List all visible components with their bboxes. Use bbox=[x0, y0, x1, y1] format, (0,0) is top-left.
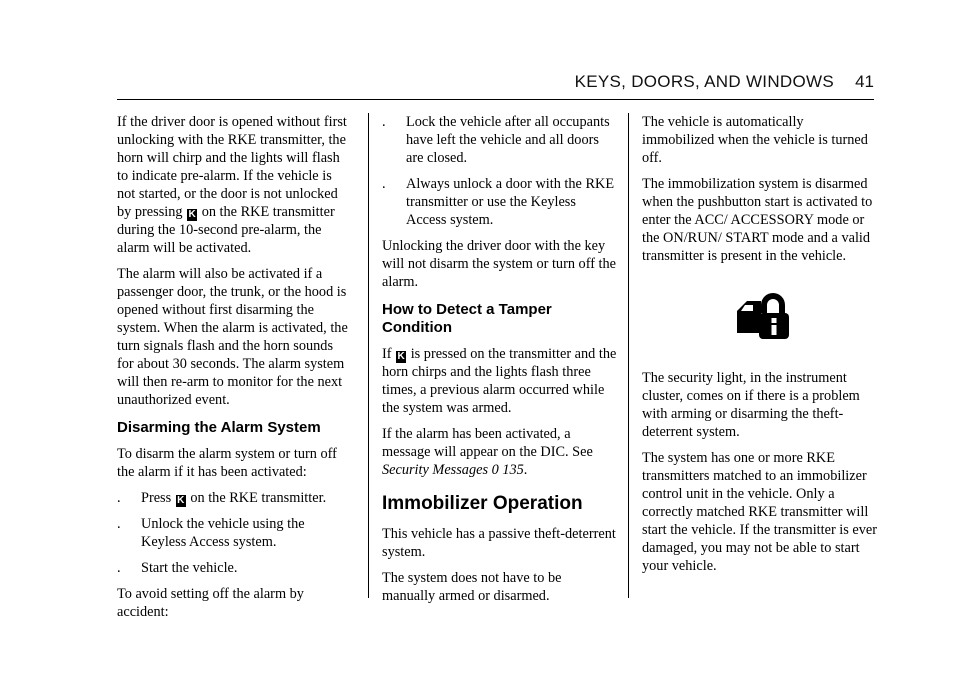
column-2 bbox=[382, 113, 618, 613]
column-1 bbox=[117, 113, 353, 629]
paragraph: Unlocking the driver door with the key will not disarm the system or turn off the alarm. bbox=[382, 238, 617, 290]
heading-disarming: Disarming the Alarm System bbox=[117, 419, 321, 436]
bullet-icon: . bbox=[117, 516, 121, 532]
paragraph: To disarm the alarm system or turn off the alarm if it has been activated: bbox=[117, 446, 337, 480]
bullet-icon: . bbox=[117, 490, 121, 506]
key-icon: K bbox=[177, 495, 185, 506]
paragraph: The system does not have to be manually armed or disarmed. bbox=[382, 570, 562, 604]
header-rule bbox=[117, 99, 874, 100]
page-number: 41 bbox=[855, 72, 874, 91]
paragraph: The security light, in the instrument cluster, comes on if there is a problem with arming or disarming the theft-deterrent system. bbox=[642, 370, 860, 440]
paragraph: The system has one or more RKE transmitters matched to an immobilizer control unit in the vehicle. Only a correctly matched RKE transmitter will start the vehicle. If the transmitter is ever damaged, you may not be able to start your vehicle. bbox=[642, 450, 878, 574]
page-header bbox=[117, 66, 874, 98]
list-item: . Start the vehicle. bbox=[117, 560, 238, 576]
paragraph: If the alarm has been activated, a message will appear on the DIC. See Security Messages 0 135. bbox=[382, 426, 593, 478]
paragraph: If the driver door is opened without first unlocking with the RKE transmitter, the horn will chirp and the lights will flash to indicate pre-alarm. If the vehicle is not started, or the door is not unlocked by pressing K on the RKE transmitter during the 10-second pre-alarm, the alarm will be activated. bbox=[117, 114, 347, 256]
list-item: . Unlock the vehicle using the Keyless Access system. bbox=[117, 516, 305, 550]
paragraph: To avoid setting off the alarm by accident: bbox=[117, 586, 304, 620]
bullet-icon: . bbox=[382, 176, 386, 192]
security-light-icon bbox=[735, 291, 791, 343]
list-item: . Press K on the RKE transmitter. bbox=[117, 490, 327, 506]
list-item: . Lock the vehicle after all occupants have left the vehicle and all doors are closed. bbox=[382, 114, 610, 166]
column-divider bbox=[628, 113, 629, 598]
column-3 bbox=[642, 113, 878, 583]
paragraph: This vehicle has a passive theft-deterrent system. bbox=[382, 526, 616, 560]
key-icon: K bbox=[397, 351, 405, 362]
bullet-icon: . bbox=[117, 560, 121, 576]
heading-tamper: How to Detect a Tamper Condition bbox=[382, 301, 552, 336]
paragraph: The vehicle is automatically immobilized when the vehicle is turned off. bbox=[642, 114, 868, 166]
column-divider bbox=[368, 113, 369, 598]
page-reference[interactable]: 0 135 bbox=[491, 462, 524, 478]
bullet-icon: . bbox=[382, 114, 386, 130]
paragraph: The immobilization system is disarmed when the pushbutton start is activated to enter the ACC/ ACCESSORY mode or the ON/RUN/ START mode and a valid transmitter is present in the vehicle. bbox=[642, 176, 873, 264]
heading-immobilizer: Immobilizer Operation bbox=[382, 493, 583, 514]
section-title: KEYS, DOORS, AND WINDOWS bbox=[574, 72, 834, 91]
list-item: . Always unlock a door with the RKE transmitter or use the Keyless Access system. bbox=[382, 176, 615, 228]
security-messages-link[interactable]: Security Messages bbox=[382, 462, 489, 478]
security-light-figure bbox=[642, 273, 878, 369]
paragraph: If K is pressed on the transmitter and the horn chirps and the lights flash three times, a previous alarm occurred while the system was armed. bbox=[382, 346, 617, 416]
paragraph: The alarm will also be activated if a passenger door, the trunk, or the hood is opened without first disarming the system. When the alarm is activated, the turn signals flash and the horn sounds for about 30 seconds. The alarm system will then re-arm to monitor for the next unauthorized event. bbox=[117, 266, 348, 408]
key-icon: K bbox=[188, 209, 196, 220]
